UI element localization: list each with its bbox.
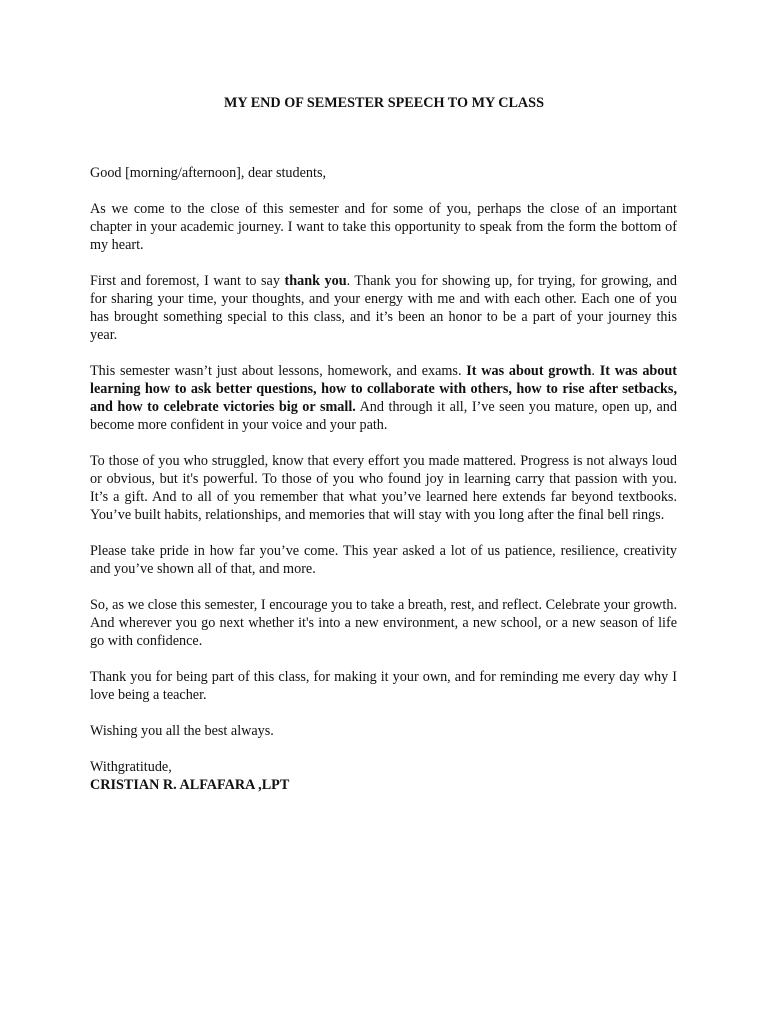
- paragraph-5: Please take pride in how far you’ve come. This year asked a lot of us patience, resilience, creativity and you’ve shown all of that, and more.: [90, 543, 677, 577]
- paragraph-2-text-after: . Thank you for showing up, for trying, for growing, and for sharing your time, your thoughts, and your energy with me and with each other. Each one of you has brought something special to this class, and it’s been an honor to be a part of your journey this year.: [90, 273, 677, 343]
- paragraph-3-bold-1: It was about growth: [466, 363, 592, 379]
- paragraph-3-bold-2: It was about learning how to ask better questions, how to collaborate with others, how to rise after setbacks, and how to celebrate victories big or small.: [90, 363, 678, 415]
- paragraph-3-text-after: And through it all, I’ve seen you mature, open up, and become more confident in your voice and your path.: [90, 399, 677, 433]
- paragraph-2: [90, 272, 677, 344]
- signature-block: [90, 758, 677, 794]
- closing-line: Withgratitude,: [90, 759, 172, 775]
- document-body: [90, 164, 677, 794]
- paragraph-3-text-mid: .: [591, 363, 600, 379]
- paragraph-4: To those of you who struggled, know that every effort you made mattered. Progress is not always loud or obvious, but it's powerful. To those of you who found joy in learning carry that passion with you. It’s a gift. And to all of you remember that what you’ve learned here extends far beyond textbooks. You’ve built habits, relationships, and memories that will stay with you long after the final bell rings.: [90, 453, 677, 523]
- document-title: MY END OF SEMESTER SPEECH TO MY CLASS: [224, 95, 544, 111]
- signature-name: CRISTIAN R. ALFAFARA ,LPT: [90, 777, 290, 793]
- paragraph-3-text-before: This semester wasn’t just about lessons, homework, and exams.: [90, 363, 467, 379]
- paragraph-3: [90, 362, 677, 434]
- paragraph-7: Thank you for being part of this class, for making it your own, and for reminding me every day why I love being a teacher.: [90, 669, 677, 703]
- greeting-paragraph: Good [morning/afternoon], dear students,: [90, 165, 327, 181]
- paragraph-2-text-before: First and foremost, I want to say: [90, 273, 285, 289]
- paragraph-8: Wishing you all the best always.: [90, 723, 274, 739]
- paragraph-1: As we come to the close of this semester and for some of you, perhaps the close of an important chapter in your academic journey. I want to take this opportunity to speak from the form the bottom of my heart.: [90, 201, 677, 253]
- paragraph-6: So, as we close this semester, I encourage you to take a breath, rest, and reflect. Celebrate your growth. And wherever you go next whether it's into a new environment, a new school, or a new season of life go with confidence.: [90, 597, 677, 649]
- paragraph-2-bold: thank you: [284, 273, 347, 289]
